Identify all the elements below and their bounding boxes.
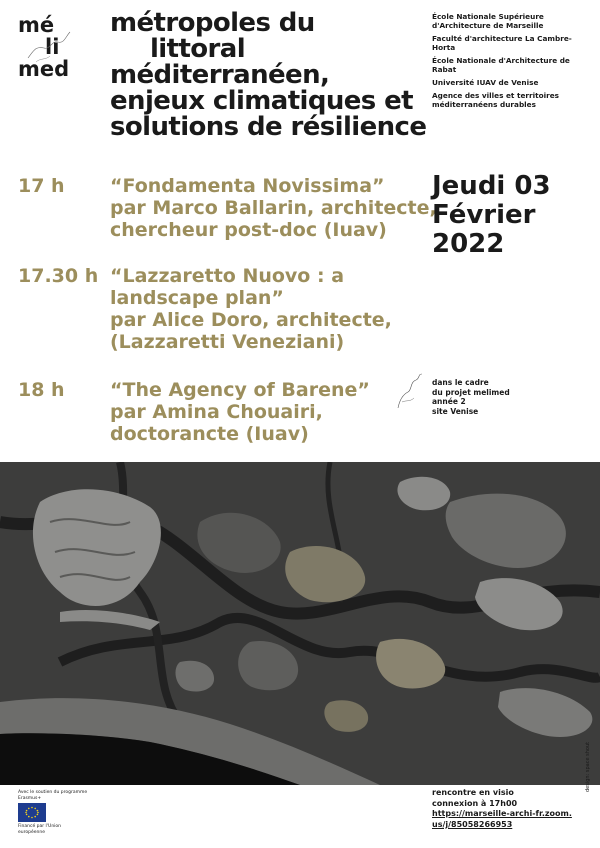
note-line-2: du projet melimed [432,387,510,397]
eu-support-text: Avec le soutien du programme Erasmus+ [18,790,88,801]
session-2-line-3: par Alice Doro, architecte, [110,309,392,331]
title-line-3: méditerranéen, [110,60,330,90]
title-line-1: métropoles du [110,8,315,38]
project-note [432,378,510,416]
event-date [432,172,551,259]
date-year: 2022 [432,229,505,259]
venice-lagoon-map [0,462,600,785]
session-2-line-4: (Lazzaretti Veneziani) [110,331,345,353]
eu-stars-icon [19,804,45,821]
partner-ena-rabat: École Nationale d'Architecture de Rabat [432,56,570,74]
zoom-link-part-1[interactable]: https://marseille-archi-fr.zoom. [432,809,572,818]
partner-la-cambre-horta: Faculté d'architecture La Cambre-Horta [432,34,572,52]
session-1-line-3: chercheur post-doc (Iuav) [110,219,387,241]
session-2-line-2: landscape plan” [110,287,284,309]
logo-line-1: mé [18,13,55,37]
eu-funding-logo [18,790,88,835]
title-line-4: enjeux climatiques et [110,86,413,116]
title-line-2: littoral [150,34,246,64]
session-2-time: 17.30 h [18,265,99,287]
note-line-4: site Venise [432,406,479,416]
coastline-sketch-icon [26,28,72,66]
eu-funded-text: Financé par l'Union européenne [18,824,62,835]
session-3-line-2: par Amina Chouairi, [110,401,323,423]
visio-text: rencontre en visio [432,788,514,797]
session-3-details [110,379,370,445]
logo-line-3: med [18,57,70,81]
eu-flag-icon [18,803,46,822]
title-line-5: solutions de résilience [110,112,427,142]
lagoon-map-graphic [0,462,600,785]
session-1-time: 17 h [18,175,65,197]
session-3-line-1: “The Agency of Barene” [110,379,370,401]
connection-time: connexion à 17h00 [432,798,518,808]
note-line-1: dans le cadre [432,378,489,387]
session-1-details [110,175,437,241]
zoom-link-part-2[interactable]: us/j/85058266953 [432,819,513,829]
partner-avitem: Agence des villes et territoires méditerranéens durables [432,91,559,109]
session-3-line-3: doctorancte (Iuav) [110,423,309,445]
date-day: Jeudi 03 [432,171,551,201]
connection-info [432,788,572,830]
session-3-time: 18 h [18,379,65,401]
partner-institutions [432,12,592,113]
date-month: Février [432,200,536,230]
session-1-line-2: par Marco Ballarin, architecte, [110,197,437,219]
session-2-line-1: “Lazzaretto Nuovo : a [110,265,345,287]
note-line-3: année 2 [432,397,466,406]
logo-line-2: li [45,35,60,59]
partner-ensa-marseille: École Nationale Supérieure d'Architecture de Marseille [432,12,544,30]
session-2-details [110,265,392,353]
design-credit: design: space shout [585,741,591,792]
event-title [110,10,426,140]
session-1-line-1: “Fondamenta Novissima” [110,175,385,197]
partner-iuav-venise: Université IUAV de Venise [432,78,539,87]
site-sketch-icon [394,372,424,412]
